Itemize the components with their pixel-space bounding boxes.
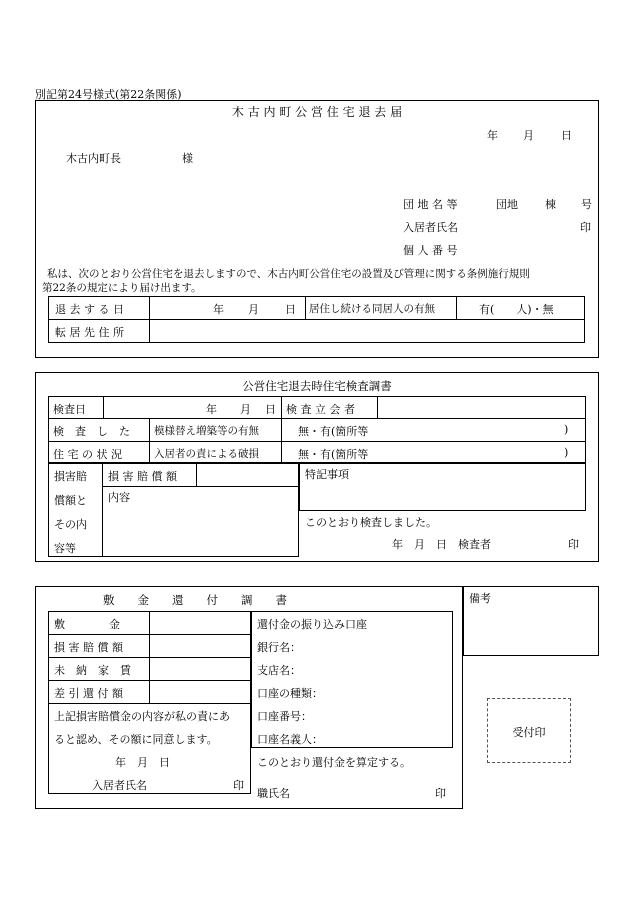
witness-label: 検 査 立 会 者 [286,403,355,416]
inspection-day: 日 [265,403,276,416]
damages-left-line4: 容等 [54,542,76,555]
refund-row-damages: 損 害 賠 償 額 [54,641,123,654]
account-number-label: 口座番号： [257,710,312,723]
agreement-seal: 印 [233,779,244,792]
inspection-title: 公営住宅退去時住宅検査調書 [242,379,392,393]
official-seal: 印 [435,787,446,800]
refund-calc-confirm: このとおり還付金を算定する。 [257,756,411,769]
bank-name-label: 銀行名： [257,641,301,654]
damages-left-line3: その内 [54,518,87,531]
transfer-account-title: 還付金の振り込み口座 [257,618,367,631]
modification-label: 模様替え増築等の有無 [154,425,259,437]
account-holder-label: 口座名義人： [257,733,323,746]
inspector-sign-line: 年 月 日 検査者 [392,538,491,551]
notice-body-line2: 第22条の規定により届け出ます。 [42,282,202,294]
inspection-confirm: このとおり検査しました。 [305,516,437,529]
personal-number-label: 個 人 番 号 [403,244,458,257]
notice-date-year: 年 [487,129,498,142]
form-reference: 別記第24号様式(第22条関係) [35,88,182,101]
house-status-label: 住 宅 の 状 況 [53,448,122,461]
new-address-label: 転 居 先 住 所 [55,326,124,339]
damage-content-label: 内容 [108,491,130,504]
notice-title: 木 古 内 町 公 営 住 宅 退 去 届 [231,105,403,119]
bikou-label: 備考 [469,592,491,605]
official-name-label: 職氏名 [257,787,290,800]
damage-label: 入居者の責による破損 [154,448,259,460]
damage-value: 無・有(箇所等 [298,448,369,461]
notice-date-month: 月 [523,129,534,142]
refund-row-net-refund: 差 引 還 付 額 [54,687,123,700]
modification-value: 無・有(箇所等 [298,425,369,438]
danchi-value: 団地 [496,198,518,211]
notice-body-line1: 私は、次のとおり公営住宅を退去しますので、木古内町公営住宅の設置及び管理に関する条例施行規則 [47,268,530,280]
damages-left-line2: 償額と [54,494,87,507]
damage-amount-label: 損 害 賠 償 額 [108,470,177,483]
addressee: 木古内町長 [66,152,121,165]
inspection-year: 年 [206,403,217,416]
agreement-resident-name: 入居者氏名 [92,779,147,792]
inspector-seal: 印 [568,538,579,551]
modification-close: ) [564,423,569,436]
danchi-label: 団 地 名 等 [403,198,458,211]
move-date-label: 退 去 す る 日 [55,303,124,316]
cohabitant-value: 有( 人)・無 [479,303,554,316]
agreement-line2: ると認め、その額に同意します。 [54,733,218,746]
building-label: 棟 [545,198,556,211]
damage-close: ) [564,446,569,459]
inspection-month: 月 [240,403,251,416]
account-type-label: 口座の種類： [257,687,323,700]
remarks-label: 特記事項 [305,468,349,481]
addressee-honorific: 様 [182,152,193,165]
resident-seal: 印 [580,221,591,234]
move-date-day: 日 [285,303,296,316]
agreement-date: 年 月 日 [115,756,170,769]
refund-row-deposit: 敷 金 [54,618,120,631]
inspected-label: 検 査 し た [53,425,130,438]
resident-name-label: 入居者氏名 [403,221,458,234]
cohabitant-label: 居住し続ける同居人の有無 [309,303,435,315]
move-date-year: 年 [213,303,224,316]
refund-title: 敷 金 還 付 調 書 [103,593,287,607]
unit-label: 号 [581,198,592,211]
refund-row-unpaid-rent: 未 納 家 賃 [54,664,131,677]
notice-date-day: 日 [561,129,572,142]
inspection-date-label: 検査日 [53,403,86,416]
branch-name-label: 支店名： [257,664,301,677]
agreement-line1: 上記損害賠償金の内容が私の責にあ [54,710,230,723]
move-date-month: 月 [248,303,259,316]
damages-left-line1: 損害賠 [54,470,87,483]
receipt-stamp-label: 受付印 [512,726,546,739]
